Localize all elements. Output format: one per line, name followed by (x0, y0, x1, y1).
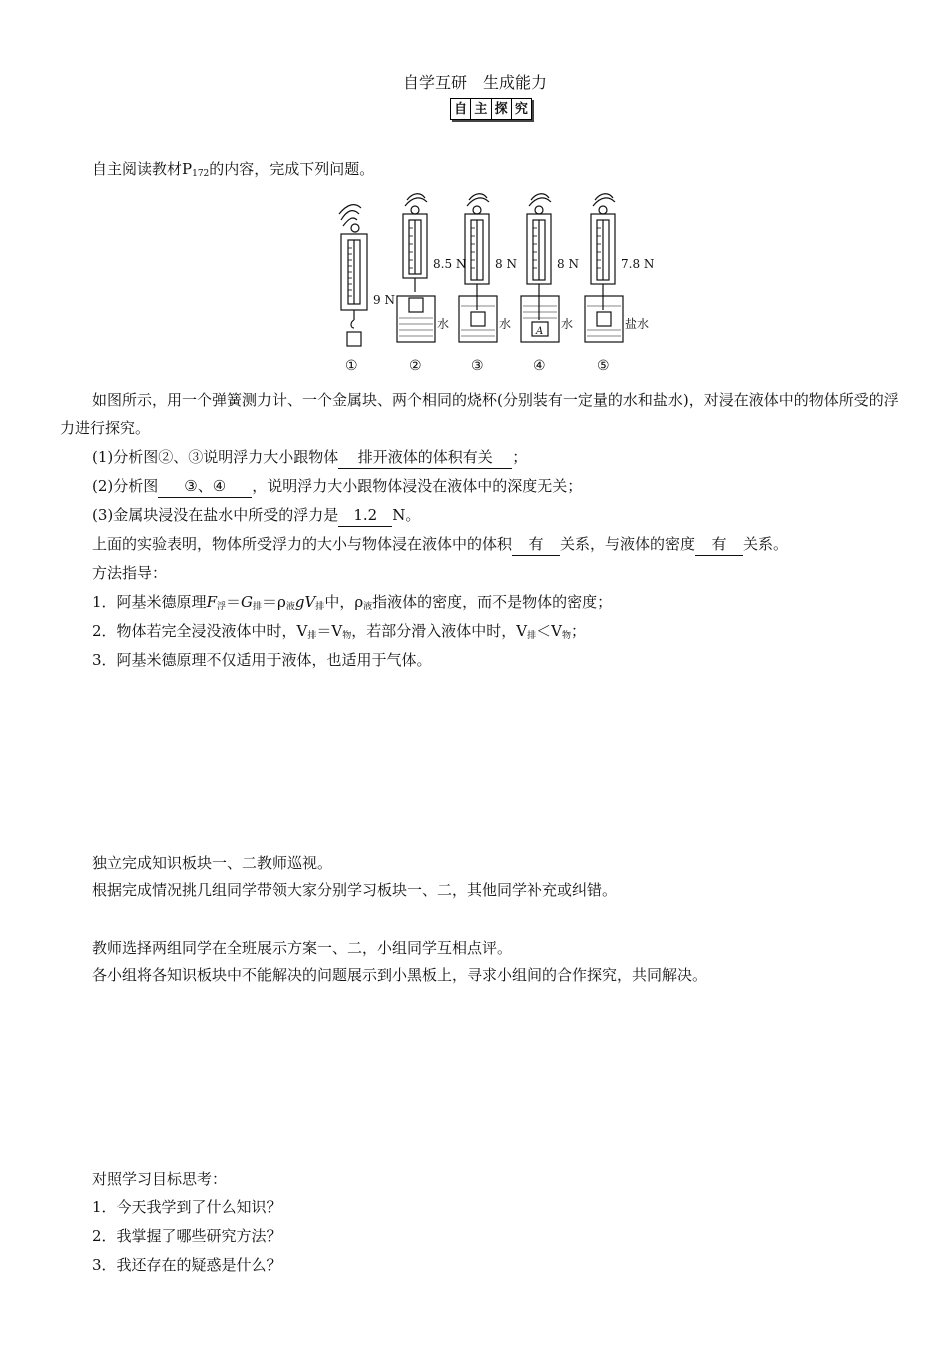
fig-number-4: ④ (533, 358, 546, 374)
reading-2: 8.5 N (433, 257, 467, 271)
scale-1 (339, 205, 367, 346)
teacher-line-4: 各小组将各知识板块中不能解决的问题展示到小黑板上，寻求小组间的合作探究，共同解决。 (92, 966, 708, 984)
answer-5: 有 (695, 533, 743, 556)
fig-number-2: ② (409, 358, 422, 374)
section-stamp (450, 98, 532, 120)
method-item-3: 3．阿基米德原理不仅适用于液体，也适用于气体。 (92, 651, 432, 669)
block-label: A (536, 326, 544, 337)
fig-number-3: ③ (471, 358, 484, 374)
liquid-2: 水 (437, 317, 450, 331)
fig-number-5: ⑤ (597, 358, 610, 374)
page-title: 自学互研 生成能力 (402, 73, 547, 92)
method-item-2: 2．物体若完全浸没液体中时，$V_排=V_物$，若部分滑入液体中时，$V_排<V_物$； (92, 622, 586, 641)
answer-2: ③、④ (158, 475, 252, 498)
question-1: (1)分析图②、③说明浮力大小跟物体 排开液体的体积有关 ； (92, 446, 527, 469)
reflection-heading: 对照学习目标思考： (92, 1170, 228, 1188)
stamp-char: 探 (492, 99, 512, 119)
reading-1: 9 N (373, 293, 395, 307)
teacher-line-1: 独立完成知识板块一、二教师巡视。 (92, 854, 333, 872)
fig-number-1: ① (345, 358, 358, 374)
answer-3: 1.2 (338, 504, 392, 527)
spring-scale-figure (325, 192, 665, 378)
question-3: (3)金属块浸没在盐水中所受的浮力是 1.2 N。 (92, 504, 420, 527)
description: 如图所示，用一个弹簧测力计、一个金属块、两个相同的烧杯(分别装有一定量的水和盐水)，对浸在液体中的物体所受的浮力进行探究。 (60, 391, 899, 437)
reflection-item: 1．今天我学到了什么知识？ (92, 1198, 282, 1216)
reading-4: 8 N (557, 257, 579, 271)
liquid-5: 盐水 (625, 317, 650, 331)
reading-3: 8 N (495, 257, 517, 271)
teacher-line-2: 根据完成情况挑几组同学带领大家分别学习板块一、二，其他同学补充或纠错。 (92, 881, 618, 899)
reading-5: 7.8 N (621, 257, 655, 271)
scale-4 (521, 194, 559, 342)
method-item-1: 1．阿基米德原理$F_浮=G_排=\rho_液gV_排$中，$\rho_液$指液体的密度，而不是物体的密度； (92, 593, 613, 612)
liquid-3: 水 (499, 317, 512, 331)
scale-2 (397, 194, 435, 342)
stamp-char: 自 (451, 99, 471, 119)
stamp-char: 究 (514, 101, 528, 117)
method-heading: 方法指导： (92, 564, 168, 582)
conclusion: 上面的实验表明，物体所受浮力的大小与物体浸在液体中的体积 有 关系，与液体的密度 有 关系。 (92, 533, 788, 556)
liquid-4: 水 (561, 317, 574, 331)
intro-line: 自主阅读教材$P_{172}$的内容，完成下列问题。 (92, 160, 375, 179)
stamp-char: 主 (471, 99, 491, 119)
reflection-item: 2．我掌握了哪些研究方法？ (92, 1227, 282, 1245)
answer-1: 排开液体的体积有关 (338, 446, 512, 469)
answer-4: 有 (512, 533, 560, 556)
scale-5 (585, 194, 623, 342)
question-2: (2)分析图 ③、④ ，说明浮力大小跟物体浸没在液体中的深度无关； (92, 475, 582, 498)
teacher-line-3: 教师选择两组同学在全班展示方案一、二，小组同学互相点评。 (92, 939, 513, 957)
reflection-item: 3．我还存在的疑惑是什么？ (92, 1256, 282, 1274)
